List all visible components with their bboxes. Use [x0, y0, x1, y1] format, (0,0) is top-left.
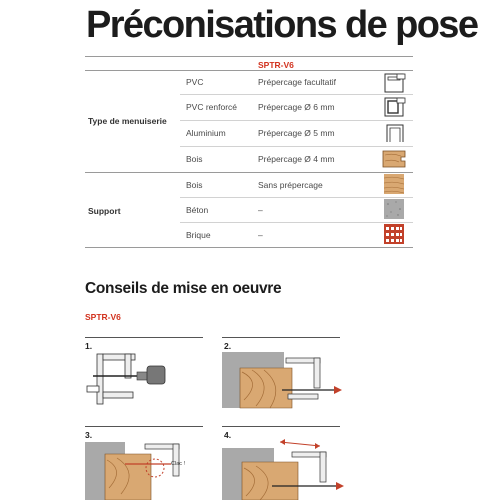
- panel-rule: [222, 337, 340, 338]
- step-number: 3.: [85, 430, 93, 440]
- group-label-support: Support: [88, 206, 121, 216]
- table-header-rule: [85, 70, 413, 71]
- section-title: Conseils de mise en oeuvre: [85, 280, 282, 297]
- row-material: PVC: [186, 77, 204, 87]
- row-instruction: Prépercage Ø 4 mm: [258, 154, 335, 164]
- step-1-illustration: [85, 348, 205, 410]
- row-divider: [180, 222, 413, 223]
- row-divider: [180, 120, 413, 121]
- row-instruction: –: [258, 230, 263, 240]
- row-instruction: –: [258, 205, 263, 215]
- step-3-note: Clac !: [171, 461, 186, 467]
- row-material: Bois: [186, 180, 203, 190]
- page-title: Préconisations de pose: [86, 4, 478, 46]
- pvc-reinforced-profile-icon: [383, 96, 407, 118]
- table-top-rule: [85, 56, 413, 57]
- row-material: Bois: [186, 154, 203, 164]
- row-divider: [180, 94, 413, 95]
- advice-product-label: SPTR-V6: [85, 312, 121, 322]
- panel-rule: [85, 337, 203, 338]
- panel-rule: [222, 426, 340, 427]
- concrete-texture-icon: [384, 199, 404, 219]
- row-instruction: Prépercage Ø 6 mm: [258, 102, 335, 112]
- aluminium-profile-icon: [383, 122, 407, 144]
- pvc-profile-icon: [383, 72, 407, 94]
- product-header: SPTR-V6: [258, 60, 294, 70]
- row-material: Aluminium: [186, 128, 226, 138]
- row-material: Béton: [186, 205, 209, 215]
- row-material: PVC renforcé: [186, 102, 238, 112]
- row-instruction: Prépercage Ø 5 mm: [258, 128, 335, 138]
- row-divider: [180, 146, 413, 147]
- step-4-illustration: [222, 438, 352, 500]
- group-label-menuiserie: Type de menuiserie: [88, 116, 167, 126]
- row-divider: [180, 197, 413, 198]
- panel-rule: [85, 426, 203, 427]
- step-number: 2.: [224, 341, 232, 351]
- brick-texture-icon: [384, 224, 404, 244]
- row-material: Brique: [186, 230, 211, 240]
- table-bottom-rule: [85, 247, 413, 248]
- wood-texture-icon: [384, 174, 404, 194]
- step-number: 1.: [85, 341, 93, 351]
- step-3-illustration: [85, 438, 205, 500]
- group-divider: [85, 172, 413, 173]
- step-number: 4.: [224, 430, 232, 440]
- row-instruction: Prépercage facultatif: [258, 77, 336, 87]
- row-instruction: Sans prépercage: [258, 180, 323, 190]
- wood-profile-icon: [381, 147, 409, 169]
- step-2-illustration: [222, 348, 352, 410]
